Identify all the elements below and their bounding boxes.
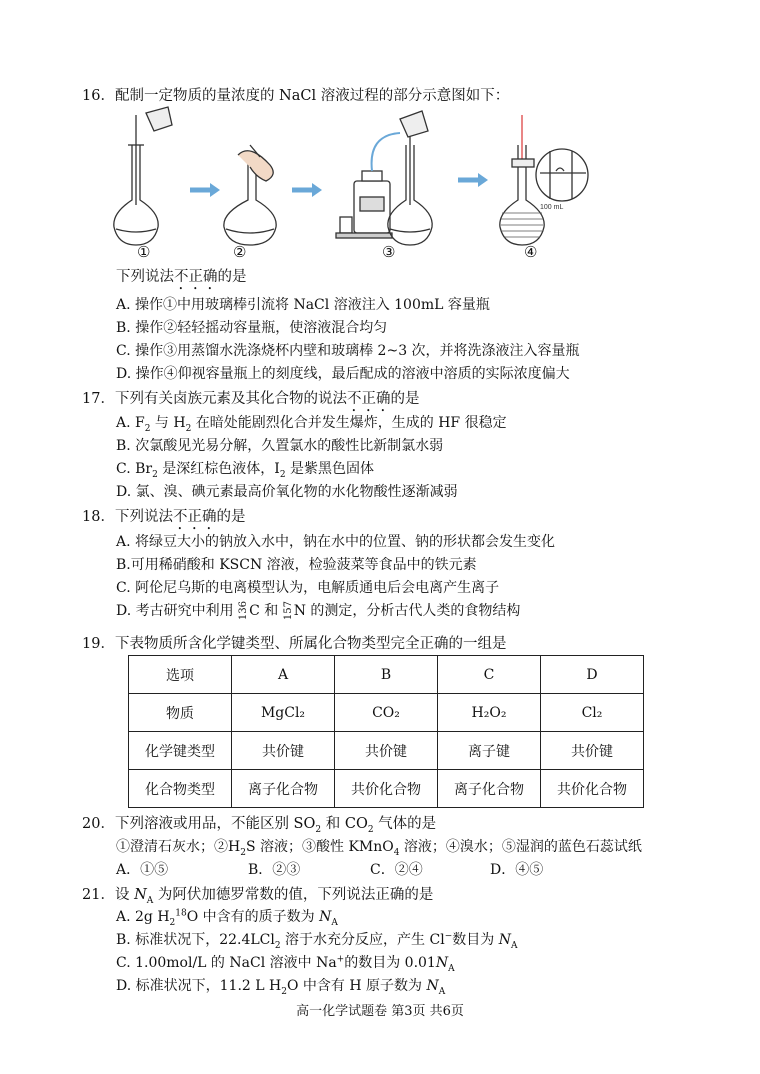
q17-option-d: D. 氯、溴、碘元素最高价氧化物的水化物酸性逐渐减弱 [116,484,458,500]
table-cell: CO₂ [335,694,438,732]
step-label-4: ④ [524,243,538,261]
isotope-c: 136 [238,601,250,621]
flask-4-icon [500,115,588,245]
isotope-n: 157 [282,601,294,621]
q20-choice-c: C．②④ [370,862,423,878]
table-cell: 离子键 [438,732,541,770]
q20-choice-a: A．①⑤ [116,862,169,878]
table-cell: B [335,656,438,694]
table-cell: H₂O₂ [438,694,541,732]
table-cell: 共价键 [232,732,335,770]
q20-choice-d: D．④⑤ [490,862,544,878]
q21-option-d: D. 标准状况下，11.2 L $H_2O$ 中含有 H 原子数为 $N_A$ [116,978,446,997]
table-cell: A [232,656,335,694]
q21-option-a: A. 2g $H_2^{18}O$ 中含有的质子数为 $N_A$ [116,908,338,928]
table-cell: 共价键 [541,732,644,770]
table-cell: 共价化合物 [335,770,438,808]
q21-stem: 21．设 $N_A$ 为阿伏加德罗常数的值，下列说法正确的是 [82,887,434,906]
page-footer: 高一化学试题卷 第3页 共6页 [296,1004,464,1019]
q16-option-b: B. 操作②轻轻摇动容量瓶，使溶液混合均匀 [116,320,388,336]
q18-option-a: A. 将绿豆大小的钠放入水中，钠在水中的位置、钠的形状都会发生变化 [116,534,556,550]
q17-option-c: C. $Br_2$ 是深红棕色液体，$I_2$ 是紫黑色固体 [116,461,374,480]
q16-option-c: C. 操作③用蒸馏水洗涤烧杯内壁和玻璃棒 2~3 次，并将洗涤液注入容量瓶 [116,343,580,359]
table-cell: 选项 [129,656,232,694]
q20-stem: 20．下列溶液或用品，不能区别 $SO_2$ 和 $CO_2$ 气体的是 [82,816,437,835]
flask-1-icon [114,107,172,245]
table-cell: 化合物类型 [129,770,232,808]
table-row [129,732,644,770]
q21-option-b: B. 标准状况下，22.4LCl$_2$ 溶于水充分反应，产生 Cl−数目为 $N_A$ [116,931,518,951]
q18-option-b: B.可用稀硝酸和 KSCN 溶液，检验菠菜等食品中的铁元素 [116,557,477,573]
q16-stem: 16．配制一定物质的量浓度的 NaCl 溶液过程的部分示意图如下： [82,88,510,104]
step-label-1: ① [137,243,151,261]
table-cell: 物质 [129,694,232,732]
q21-option-c: C. 1.00mol/L 的 NaCl 溶液中 Na+的数目为 $0.01N_A$ [116,954,455,974]
table-cell: Cl₂ [541,694,644,732]
q16-option-a: A. 操作①中用玻璃棒引流将 NaCl 溶液注入 100mL 容量瓶 [116,297,490,313]
q16-prompt: 下列说法不正确的是 [116,269,247,285]
flask-mark-label: 100 mL [540,204,564,211]
q18-option-d: D. 考古研究中利用 136C 和 157N 的测定，分析古代人类的食物结构 [116,601,521,621]
q16-option-d: D. 操作④仰视容量瓶上的刻度线，最后配成的溶液中溶质的实际浓度偏大 [116,366,570,382]
table-row [129,694,644,732]
table-row [129,770,644,808]
table-cell: 共价键 [335,732,438,770]
table-cell: 共价化合物 [541,770,644,808]
wash-bottle-icon [336,133,400,238]
table-cell: MgCl₂ [232,694,335,732]
q20-items: ①澄清石灰水；$②H_2S$ 溶液；③酸性 KMnO$_4$ 溶液；④溴水；⑤湿润的蓝色石蕊试纸 [116,839,642,858]
q17-option-b: B. 次氯酸见光易分解，久置氯水的酸性比新制氯水弱 [116,438,444,454]
table-cell: D [541,656,644,694]
q19-table [128,655,644,808]
table-cell: C [438,656,541,694]
step-label-2: ② [233,243,247,261]
table-cell: 离子化合物 [438,770,541,808]
step-label-3: ③ [382,243,396,261]
table-cell: 化学键类型 [129,732,232,770]
flask-3-icon [388,111,432,245]
q17-stem: 17．下列有关卤族元素及其化合物的说法不正确的是 [82,391,420,407]
q19-stem: 19．下表物质所含化学键类型、所属化合物类型完全正确的一组是 [82,636,507,652]
table-cell: 离子化合物 [232,770,335,808]
q17-option-a: A. $F_2$ 与 $H_2$ 在暗处能剧烈化合并发生爆炸，生成的 HF 很稳定 [116,415,507,434]
table-row [129,656,644,694]
q20-choice-b: B．②③ [248,862,301,878]
q18-stem: 18．下列说法不正确的是 [82,509,246,525]
q16-figure [110,105,590,265]
q18-option-c: C. 阿伦尼乌斯的电离模型认为，电解质通电后会电离产生离子 [116,580,500,596]
flask-2-icon [224,145,276,245]
